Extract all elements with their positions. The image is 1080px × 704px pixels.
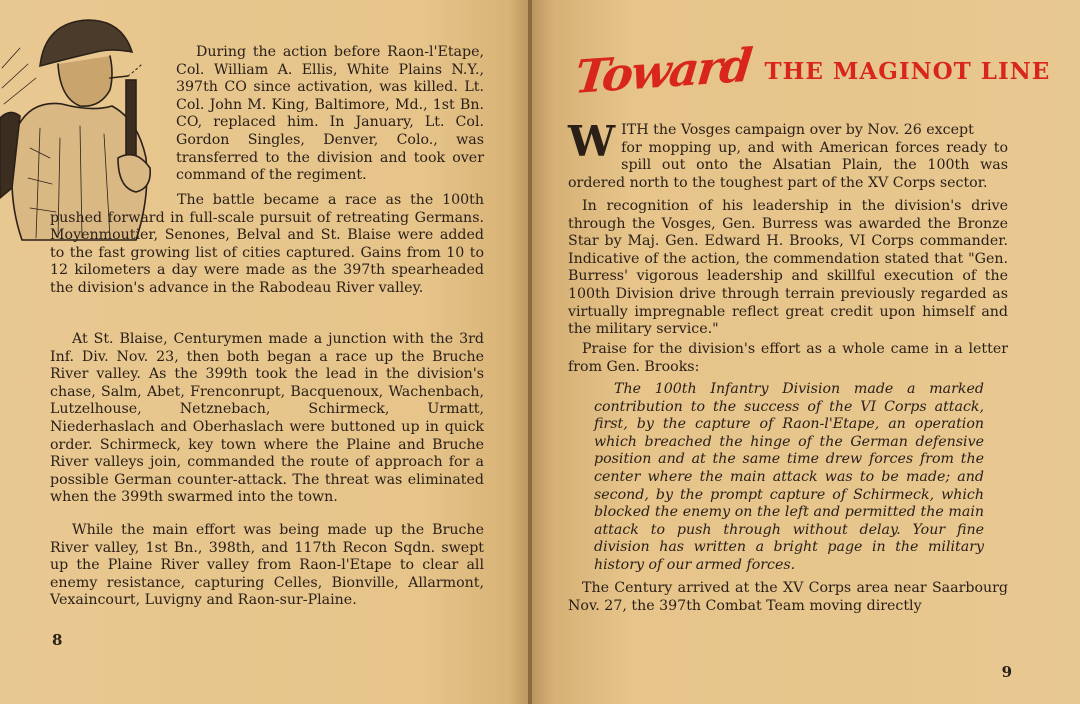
right-page-number: 9: [1001, 663, 1012, 681]
left-paragraph-4-text: While the main effort was being made up the Bruche River valley, 1st Bn., 398th, and 117th Recon Sqdn. swept up the Plaine River valley from Raon-l'Etape to clear all enemy resistance, capturing Celles, Bionville, Allarmont, Vexaincourt, Luvigny and Raon-sur-Plaine.: [50, 522, 484, 609]
left-paragraph-1: [176, 44, 484, 185]
left-paragraph-4: [50, 522, 484, 610]
left-page-number: 8: [52, 631, 63, 649]
heading-title: THE MAGINOT LINE: [764, 58, 1051, 85]
commendation-quote: [594, 381, 984, 575]
right-paragraph-1-line1: ITH the Vosges campaign over by Nov. 26 except: [621, 122, 974, 138]
right-paragraph-2-text: In recognition of his leadership in the division's drive through the Vosges, Gen. Burress was awarded the Bronze Star by Maj. Gen. Edward H. Brooks, VI Corps commander. Indicative of the action, the commendation stated that "Gen. Burress' vigorous leadership and skillful execution of the 100th Division drive through terrain previously regarded as virtually impregnable reflect great credit upon himself and the military service.": [568, 198, 1008, 338]
right-paragraph-5: [568, 580, 1008, 615]
chapter-heading: [572, 38, 1051, 114]
left-paragraph-1-text: During the action before Raon-l'Etape, Col. William A. Ellis, White Plains N.Y., 397th CO since activation, was killed. Lt. Col. John M. King, Baltimore, Md., 1st Bn. CO, replaced him. In January, Lt. Col. Gordon Singles, Denver, Colo., was transferred to the division and took over command of the regiment.: [176, 44, 484, 184]
drop-cap: W: [568, 117, 616, 166]
left-page: [0, 0, 530, 704]
right-page: [532, 0, 1080, 704]
right-paragraph-3: [568, 341, 1008, 376]
right-paragraph-1: [568, 117, 1008, 192]
commendation-quote-text: The 100th Infantry Division made a marked contribution to the success of the VI Corps attack, first, by the capture of Raon-l'Etape, an operation which breached the hinge of the German defensive position and at the same time drew forces from the center where the main attack was to be made; and second, by the prompt capture of Schirmeck, which blocked the enemy on the left and permitted the main attack to push through without delay. Your fine division has written a bright page in the military history of our armed forces.: [594, 381, 984, 573]
left-paragraph-2: [50, 192, 484, 298]
right-paragraph-5-text: The Century arrived at the XV Corps area near Saarbourg Nov. 27, the 397th Combat Team moving directly: [568, 580, 1008, 614]
right-paragraph-1-rest: for mopping up, and with American forces ready to spill out onto the Alsatian Plain, the 100th was ordered north to the toughest part of the XV Corps sector.: [568, 139, 1008, 191]
left-paragraph-3-text: At St. Blaise, Centurymen made a junction with the 3rd Inf. Div. Nov. 23, then both began a race up the Bruche River valley. As the 399th took the lead in the division's chase, Salm, Abet, Frenconrupt, Bacquenoux, Wachenbach, Lutzelhouse, Netznebach, Schirmeck, Urmatt, Niederhaslach and Oberhaslach were buttoned up in quick order. Schirmeck, key town where the Plaine and Bruche River valleys join, commanded the route of approach for a possible German counter-attack. The threat was eliminated when the 399th swarmed into the town.: [50, 331, 484, 506]
left-paragraph-2-text: The battle became a race as the 100th pushed forward in full-scale pursuit of retreating Germans. Moyenmoutier, Senones, Belval and St. Blaise were added to the fast growing list of cities captured. Gains from 10 to 12 kilometers a day were made as the 397th spearheaded the division's advance in the Rabodeau River valley.: [50, 192, 484, 296]
right-paragraph-3-text: Praise for the division's effort as a whole came in a letter from Gen. Brooks:: [568, 341, 1008, 375]
right-paragraph-2: [568, 198, 1008, 339]
left-paragraph-3: [50, 331, 484, 507]
heading-script-word: Toward: [572, 38, 754, 104]
